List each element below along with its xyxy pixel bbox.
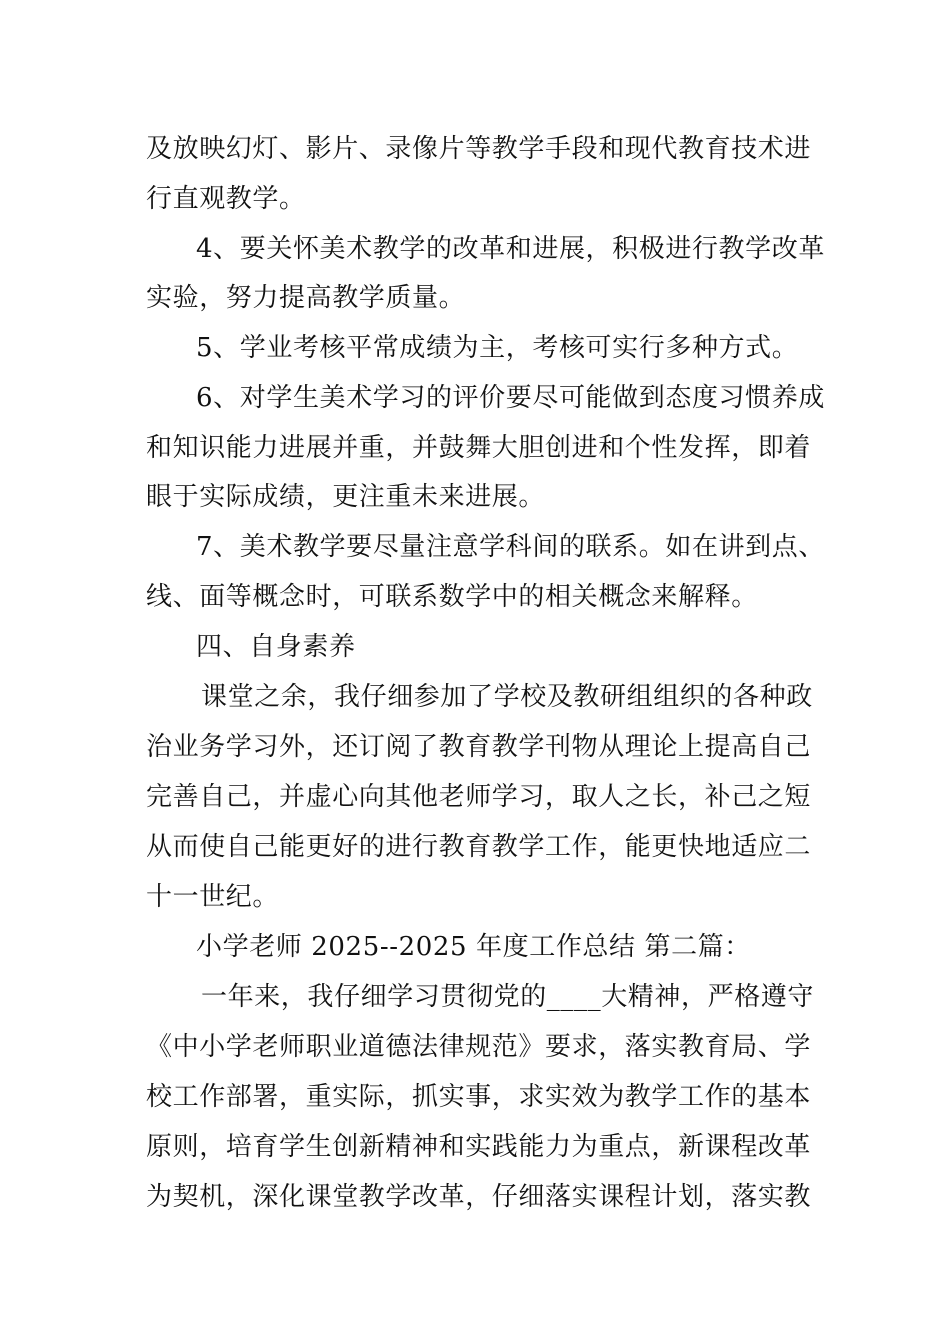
- text-line: [0, 522, 950, 572]
- line-text: 6、对学生美术学习的评价要尽可能做到态度习惯养成: [196, 383, 825, 413]
- text-line: [0, 1022, 950, 1072]
- line-text: 眼于实际成绩，更注重未来进展。: [146, 482, 546, 512]
- text-line: [0, 672, 950, 722]
- text-line: [0, 472, 950, 522]
- text-line: [0, 1072, 950, 1122]
- line-text: 5、学业考核平常成绩为主，考核可实行多种方式。: [196, 333, 799, 363]
- line-text: 四、自身素养: [196, 632, 356, 662]
- line-text: 线、面等概念时，可联系数学中的相关概念来解释。: [146, 582, 758, 612]
- line-text: 7、美术教学要尽量注意学科间的联系。如在讲到点、: [196, 532, 825, 562]
- text-line: [0, 124, 950, 174]
- text-line: [0, 772, 950, 822]
- line-text: 从而使自己能更好的进行教育教学工作，能更快地适应二: [146, 832, 812, 862]
- text-line: [0, 1172, 950, 1222]
- article-subtitle: [0, 922, 950, 972]
- line-text: 一年来，我仔细学习贯彻党的____大精神，严格遵守: [201, 982, 815, 1012]
- line-text: 治业务学习外，还订阅了教育教学刊物从理论上提高自己: [146, 732, 812, 762]
- text-line: [0, 722, 950, 772]
- line-text: 原则，培育学生创新精神和实践能力为重点，新课程改革: [146, 1132, 812, 1162]
- line-text: 行直观教学。: [146, 184, 306, 214]
- line-text: 及放映幻灯、影片、录像片等教学手段和现代教育技术进: [146, 134, 812, 164]
- line-text: 和知识能力进展并重，并鼓舞大胆创进和个性发挥，即着: [146, 433, 812, 463]
- line-text: 完善自己，并虚心向其他老师学习，取人之长，补己之短: [146, 782, 812, 812]
- text-line: [0, 174, 950, 224]
- line-text: 4、要关怀美术教学的改革和进展，积极进行教学改革: [196, 234, 825, 264]
- text-line: [0, 872, 950, 922]
- line-text: 小学老师 2025--2025 年度工作总结 第二篇：: [196, 932, 751, 962]
- text-line: [0, 224, 950, 274]
- line-text: 实验，努力提高教学质量。: [146, 283, 466, 313]
- text-line: [0, 323, 950, 373]
- text-line: [0, 423, 950, 473]
- text-line: [0, 822, 950, 872]
- text-line: [0, 273, 950, 323]
- text-line: [0, 572, 950, 622]
- text-line: [0, 972, 950, 1022]
- line-text: 课堂之余，我仔细参加了学校及教研组组织的各种政: [201, 682, 813, 712]
- text-line: [0, 1122, 950, 1172]
- line-text: 校工作部署，重实际，抓实事，求实效为教学工作的基本: [146, 1082, 812, 1112]
- section-heading: [0, 622, 950, 672]
- line-text: 为契机，深化课堂教学改革，仔细落实课程计划，落实教: [146, 1182, 812, 1212]
- line-text: 《中小学老师职业道德法律规范》要求，落实教育局、学: [146, 1032, 812, 1062]
- text-line: [0, 373, 950, 423]
- line-text: 十一世纪。: [146, 882, 280, 912]
